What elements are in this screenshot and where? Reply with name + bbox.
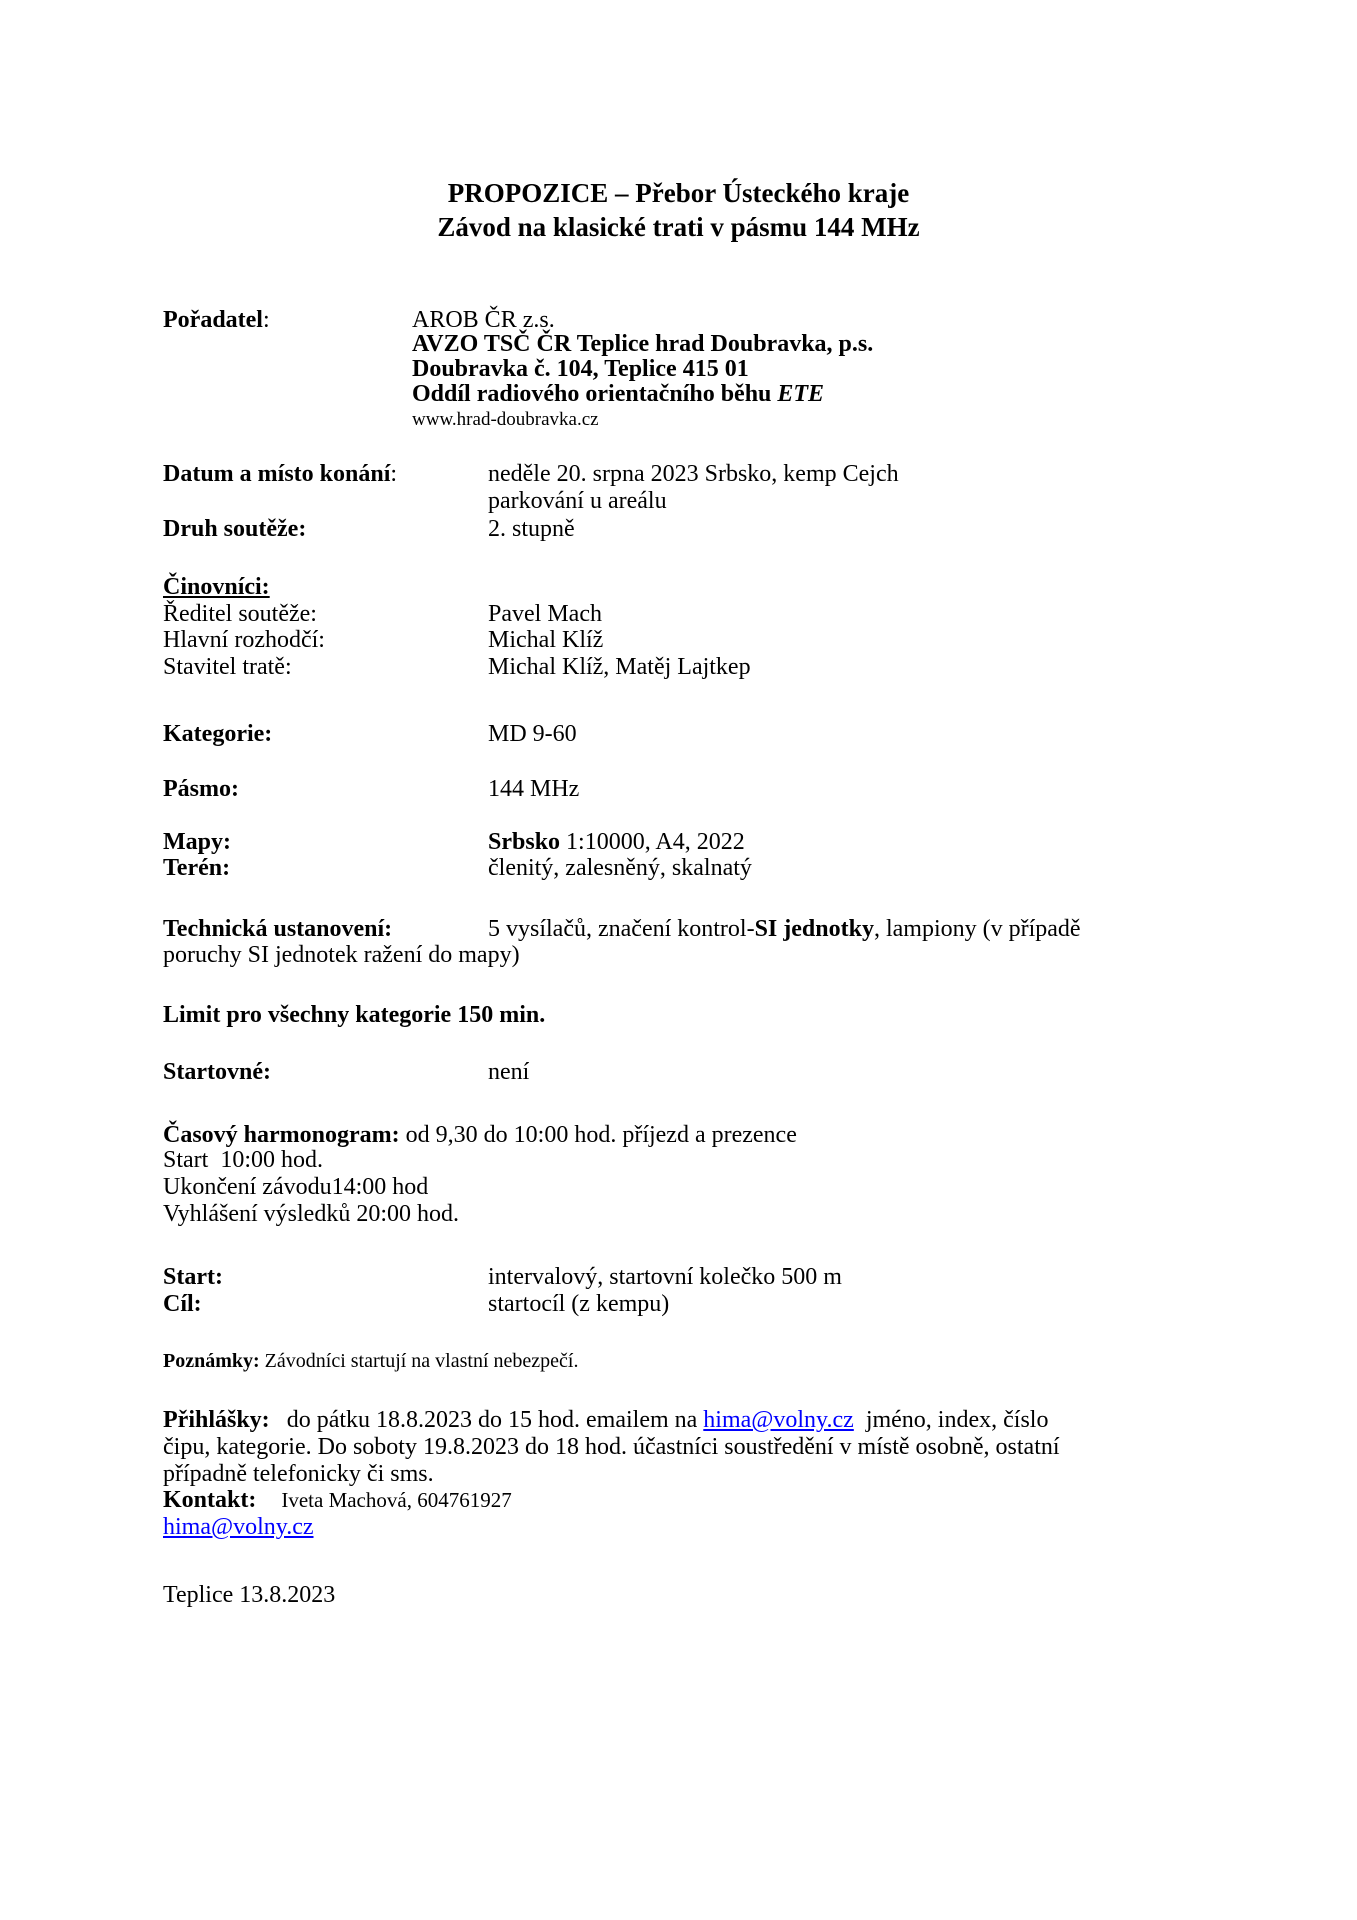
referee-label: Hlavní rozhodčí: [163, 627, 325, 653]
officials-heading: Činovníci: [163, 574, 270, 600]
technical-value-1: 5 vysílačů, značení kontrol- [488, 916, 755, 942]
entry-fee-label: Startovné: [163, 1059, 271, 1085]
terrain-row [163, 855, 752, 882]
organizer-org-line1: AVZO TSČ ČR Teplice hrad Doubravka, p.s. [412, 331, 874, 357]
terrain-value: členitý, zalesněný, skalnatý [488, 855, 752, 881]
notes-value: Závodníci startují na vlastní nebezpečí. [259, 1350, 579, 1372]
entry-fee-value: není [488, 1059, 530, 1085]
organizer-org-line3: Oddíl radiového orientačního běhu ETE [412, 381, 825, 407]
schedule-label: Časový harmonogram: [163, 1122, 400, 1148]
date-row [163, 461, 899, 488]
entry-fee-row [163, 1059, 529, 1086]
entries-label: Přihlášky: [163, 1407, 270, 1433]
finish-value: startocíl (z kempu) [488, 1291, 670, 1317]
map-details: 1:10000, A4, 2022 [560, 829, 745, 855]
official-row-course-setter [163, 654, 751, 681]
date-label: Datum a místo konání: [163, 461, 398, 487]
course-setter-value: Michal Klíž, Matěj Lajtkep [488, 654, 751, 680]
organizer-org-line2: Doubravka č. 104, Teplice 415 01 [412, 356, 749, 382]
category-value: MD 9-60 [488, 721, 577, 747]
date-value: neděle 20. srpna 2023 Srbsko, kemp Cejch [488, 461, 899, 487]
start-label: Start: [163, 1264, 223, 1290]
contact-person: Iveta Machová, 604761927 [281, 1488, 512, 1512]
map-name: Srbsko [488, 829, 561, 855]
schedule-results-time: Vyhlášení výsledků 20:00 hod. [163, 1201, 459, 1227]
director-value: Pavel Mach [488, 601, 602, 627]
start-value: intervalový, startovní kolečko 500 m [488, 1264, 842, 1290]
maps-label: Mapy: [163, 829, 231, 855]
organizer-row [163, 307, 555, 334]
category-label: Kategorie: [163, 721, 273, 747]
competition-type-label: Druh soutěže: [163, 516, 307, 542]
entries-text-1: do pátku 18.8.2023 do 15 hod. emailem na [286, 1407, 704, 1433]
official-row-referee [163, 627, 603, 654]
organizer-website: www.hrad-doubravka.cz [412, 409, 599, 430]
notes-label: Poznámky: [163, 1350, 260, 1372]
schedule-start-time: Start 10:00 hod. [163, 1147, 323, 1173]
official-row-director [163, 601, 602, 628]
band-value: 144 MHz [488, 776, 580, 802]
finish-row [163, 1291, 669, 1318]
time-limit-line: Limit pro všechny kategorie 150 min. [163, 1002, 546, 1028]
maps-row [163, 829, 745, 856]
director-label: Ředitel soutěže: [163, 601, 317, 627]
document-title: PROPOZICE – Přebor Ústeckého kraje [447, 178, 910, 208]
finish-label: Cíl: [163, 1291, 202, 1317]
schedule-end-time: Ukončení závodu14:00 hod [163, 1174, 429, 1200]
category-row [163, 721, 577, 748]
schedule-intro: od 9,30 do 10:00 hod. příjezd a prezence [399, 1122, 797, 1148]
band-label: Pásmo: [163, 776, 239, 802]
entries-text-2: jméno, index, číslo [853, 1407, 1049, 1433]
contact-label: Kontakt: [163, 1487, 257, 1513]
technical-label: Technická ustanovení: [163, 916, 393, 942]
entries-row-1 [163, 1407, 1048, 1434]
organizer-name: AROB ČR z.s. [412, 307, 555, 333]
band-row [163, 776, 579, 803]
si-units-text: SI jednotky [754, 916, 874, 942]
organizer-label: Pořadatel: [163, 307, 270, 333]
contact-row [163, 1487, 512, 1514]
entries-email-link[interactable]: hima@volny.cz [703, 1407, 854, 1433]
terrain-label: Terén: [163, 855, 231, 881]
competition-type-row [163, 516, 575, 543]
schedule-row [163, 1122, 797, 1149]
contact-email-row [163, 1514, 314, 1541]
notes-row [163, 1350, 578, 1373]
referee-value: Michal Klíž [488, 627, 604, 653]
course-setter-label: Stavitel tratě: [163, 654, 292, 680]
technical-value-2: , lampiony (v případě [873, 916, 1081, 942]
entries-row-3: případně telefonicky či sms. [163, 1461, 434, 1487]
technical-wrap-line: poruchy SI jednotek ražení do mapy) [163, 942, 520, 968]
place-and-date: Teplice 13.8.2023 [163, 1582, 336, 1608]
club-abbreviation: ETE [777, 381, 825, 407]
document-subtitle: Závod na klasické trati v pásmu 144 MHz [437, 212, 920, 242]
entries-row-2: čipu, kategorie. Do soboty 19.8.2023 do 18 hod. účastníci soustředění v místě osobně, ostatní [163, 1434, 1060, 1460]
parking-note: parkování u areálu [488, 488, 667, 514]
contact-email-link[interactable]: hima@volny.cz [163, 1514, 314, 1540]
start-row [163, 1264, 842, 1291]
technical-row [163, 916, 1081, 943]
competition-type-value: 2. stupně [488, 516, 575, 542]
